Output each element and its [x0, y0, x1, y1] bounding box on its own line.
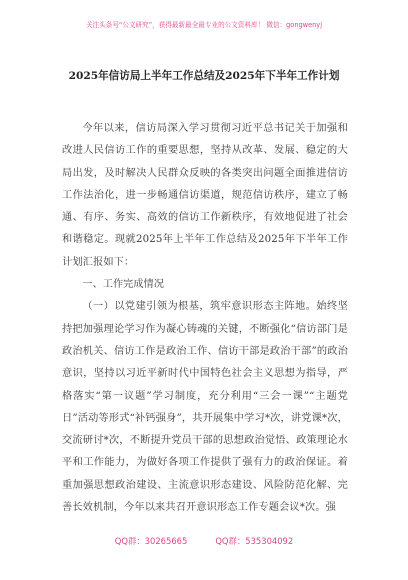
- intro-paragraph: 今年以来，信访局深入学习贯彻习近平总书记关于加强和改进人民信访工作的重要思想，坚持从改革、发展、稳定的大局出发，及时解决人民群众反映的各类突出问题全面推进信访工作法治化，进一步畅通信访渠道，规范信访秩序，建立了畅通、有序、务实、高效的信访工作新秩序，有效地促进了社会和谐稳定。现就2025年上半年工作总结及2025年下半年工作计划汇报如下：: [62, 123, 348, 268]
- section-paragraph: （一）以党建引领为根基，筑牢意识形态主阵地。始终坚持把加强理论学习作为凝心铸魂的关键，不断强化“信访部门是政治机关、信访工作是政治工作、信访干部是政治干部”的政治意识，坚持以习近平新时代中国特色社会主义思想为指导，严格落实“第一议题”学习制度，充分利用“三会一课”“主题党日”活动等形式“补钙强身”，共开展集中学习*次，讲党课*次，交流研讨*次，不断提升党员干部的思想政治觉悟、政策理论水平和工作能力，为做好各项工作提供了强有力的政治保证。着重加强思想政治建设、主流意识形态建设、风险防范化解、完善长效机制，今年以来共召开意识形态工作专题会议*次。强: [62, 301, 348, 514]
- qq-group-1: QQ群：30265665: [114, 536, 188, 546]
- promo-banner: 关注头条号“公文研究”，获得最新最全最专业的公文资料库！ 微信：gongwenyj: [85, 21, 323, 29]
- qq-group-2: QQ群：535304092: [215, 536, 294, 546]
- document-body: [62, 118, 348, 519]
- document-title: 2025年信访局上半年工作总结及2025年下半年工作计划: [68, 70, 340, 82]
- section-heading: 一、工作完成情况: [82, 279, 164, 291]
- footer-contact: [0, 535, 408, 547]
